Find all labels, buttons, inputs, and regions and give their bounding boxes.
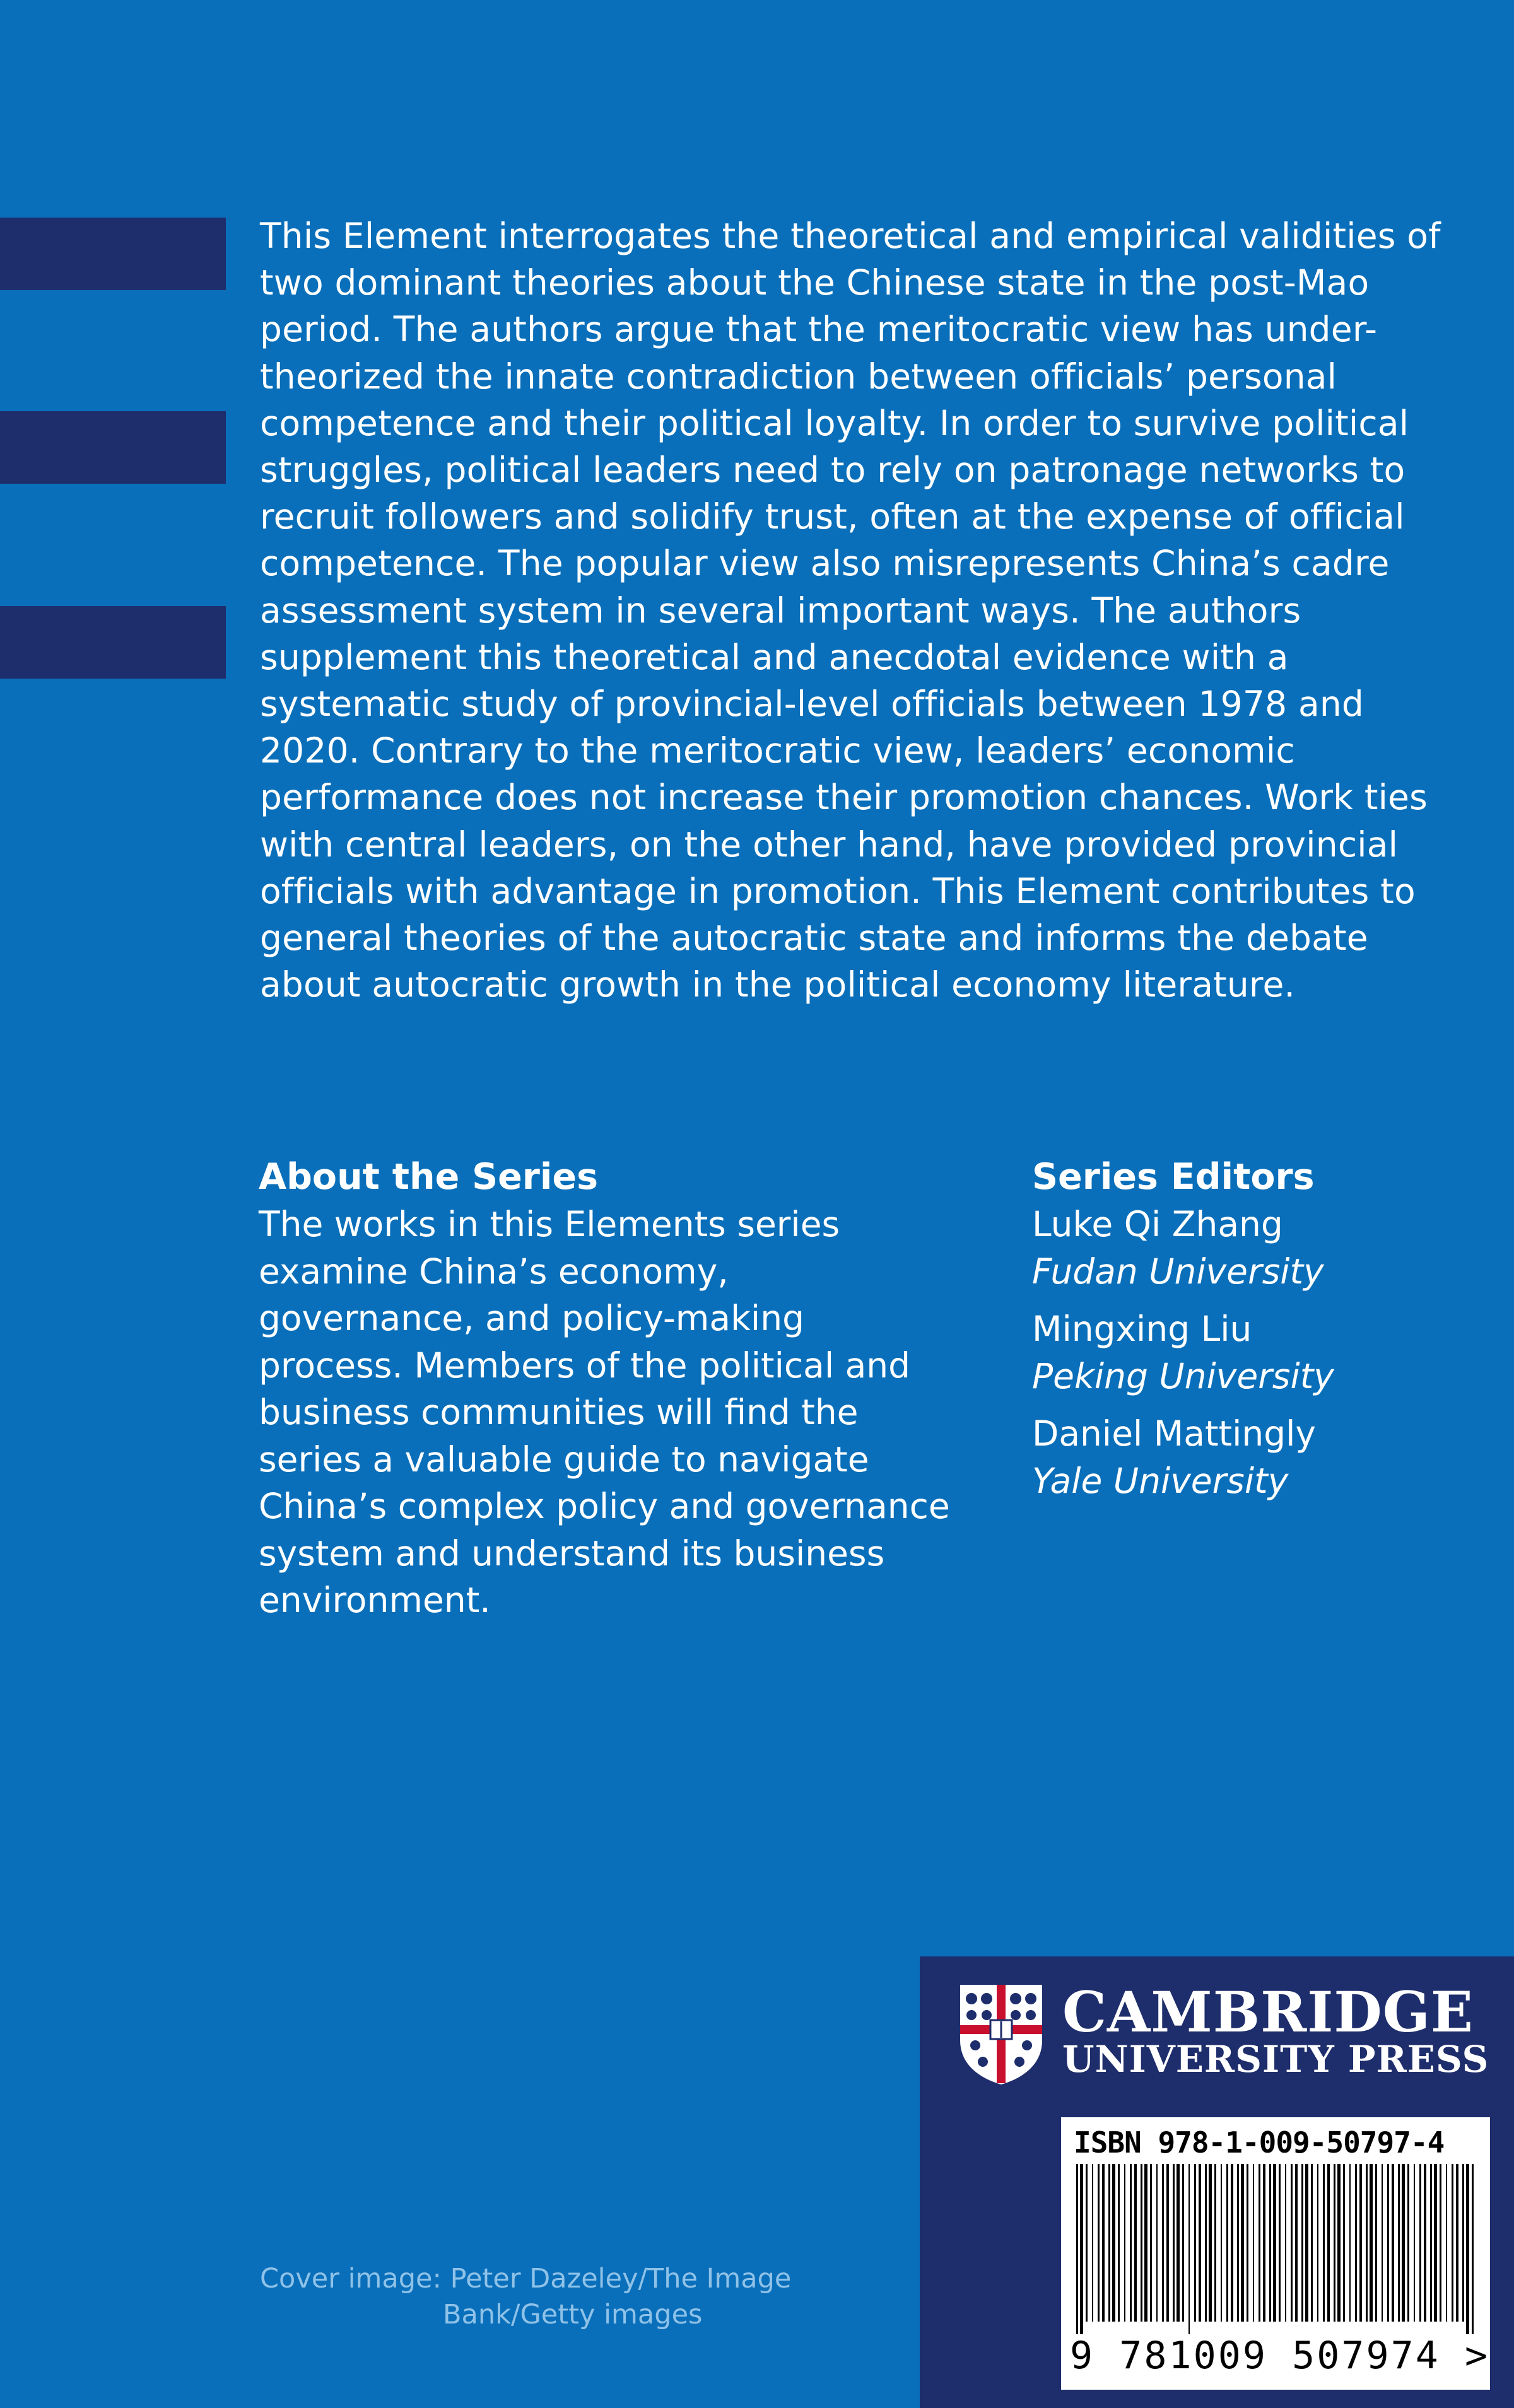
editor-entry	[1032, 1410, 1486, 1505]
about-series-section	[259, 1153, 953, 1624]
editor-name: Mingxing Liu	[1032, 1309, 1252, 1349]
publisher-subtitle: UNIVERSITY PRESS	[1062, 2038, 1489, 2081]
credit-line-1: Cover image: Peter Dazeley/The Image	[260, 2263, 792, 2294]
about-series-text: The works in this Elements series examine China’s economy, governance, and policy-making process. Members of the political and business communities will find the series a valuable guide to navigate China’s complex policy and governance system and understand its business environment.	[259, 1204, 950, 1620]
credit-line-2: Bank/Getty images	[443, 2299, 703, 2330]
barcode-digits: 9 781009 507974 >	[1070, 2334, 1490, 2378]
cover-image-credit	[260, 2261, 891, 2333]
decorative-bar-top	[0, 218, 226, 290]
barcode-icon	[1074, 2164, 1477, 2334]
editor-affiliation: Yale University	[1032, 1461, 1289, 1501]
editor-affiliation: Fudan University	[1032, 1251, 1324, 1292]
series-editors-heading: Series Editors	[1032, 1156, 1315, 1198]
editor-name: Daniel Mattingly	[1032, 1413, 1316, 1454]
publisher-block	[920, 1956, 1514, 2408]
decorative-bar-middle	[0, 411, 226, 484]
barcode-panel	[1061, 2117, 1490, 2390]
series-editors-section	[1032, 1153, 1486, 1515]
editor-name: Luke Qi Zhang	[1032, 1204, 1283, 1244]
editor-affiliation: Peking University	[1032, 1356, 1334, 1396]
editor-entry	[1032, 1306, 1486, 1400]
book-description: This Element interrogates the theoretical and empirical validities of two dominant theories about the Chinese state in the post-Mao period. The authors argue that the meritocratic view has under-theorized the innate contradiction between officials’ personal competence and their political loyalty. In order to survive political struggles, political leaders need to rely on patronage networks to recruit followers and solidify trust, often at the expense of official competence. The popular view also misrepresents China’s cadre assessment system in several important ways. The authors supplement this theoretical and anecdotal evidence with a systematic study of provincial-level officials between 1978 and 2020. Contrary to the meritocratic view, leaders’ economic performance does not increase their promotion chances. Work ties with central leaders, on the other hand, have provided provincial officials with advantage in promotion. This Element contributes to general theories of the autocratic state and informs the debate about autocratic growth in the political economy literature.	[260, 216, 1441, 1005]
editor-entry	[1032, 1201, 1486, 1295]
decorative-bar-bottom	[0, 606, 226, 679]
isbn-label: ISBN 978-1-009-50797-4	[1074, 2125, 1445, 2160]
publisher-name: CAMBRIDGE	[1062, 1979, 1474, 2045]
about-series-heading: About the Series	[259, 1156, 599, 1198]
university-shield-icon	[958, 1982, 1045, 2086]
